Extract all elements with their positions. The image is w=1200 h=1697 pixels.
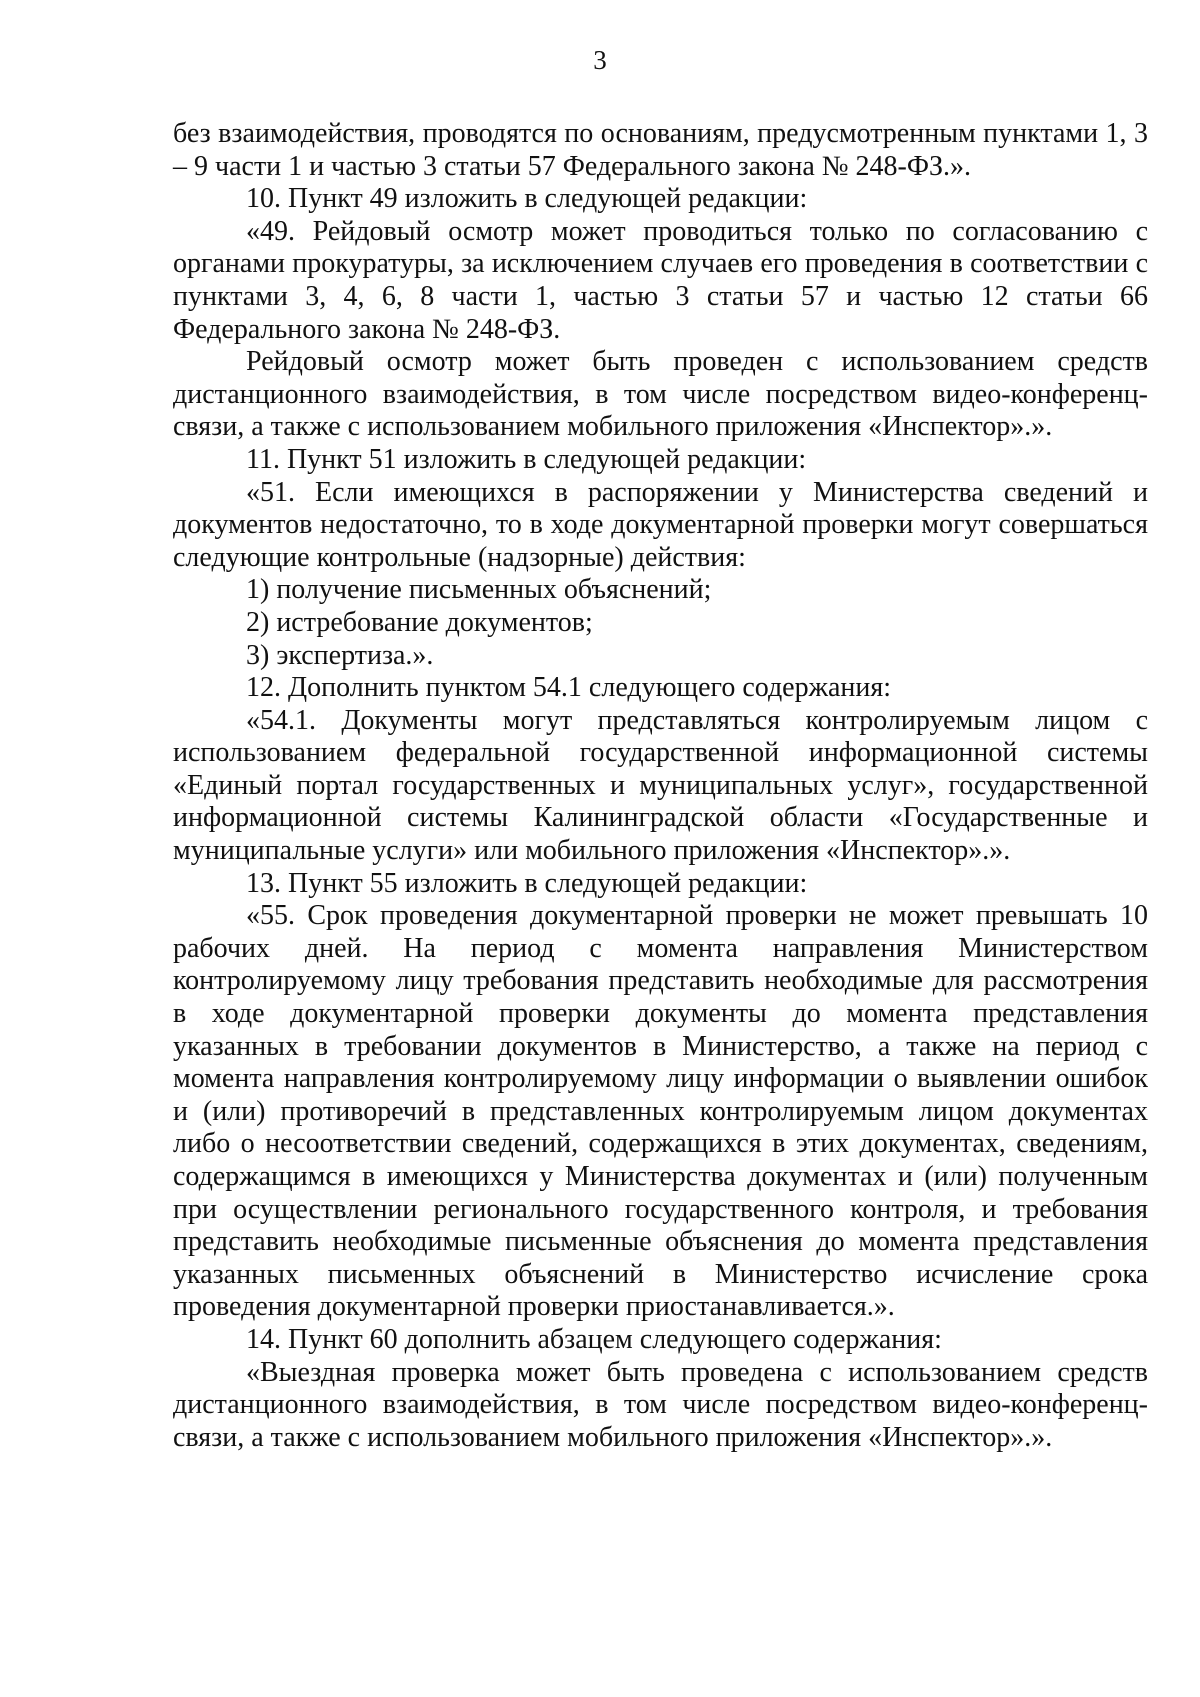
paragraph: 2) истребование документов; <box>246 606 593 638</box>
paragraph: «54.1. Документы могут представляться контролируемым лицом с использованием федеральной государственной информационной системы «Единый портал государственных и муниципальных услуг», государственной информационной системы Калининградской области «Государственные и муниципальные услуги» или мобильного приложения «Инспектор».». <box>173 704 1148 867</box>
paragraph: 11. Пункт 51 изложить в следующей редакции: <box>246 443 807 475</box>
paragraph: 3) экспертиза.». <box>246 639 434 671</box>
paragraph: 1) получение письменных объяснений; <box>246 574 712 606</box>
paragraph: 13. Пункт 55 изложить в следующей редакции: <box>246 867 808 899</box>
paragraph: «49. Рейдовый осмотр может проводиться только по согласованию с органами прокуратуры, за исключением случаев его проведения в соответствии с пунктами 3, 4, 6, 8 части 1, частью 3 статьи 57 и частью 12 статьи 66 Федерального закона № 248-ФЗ. <box>173 215 1148 345</box>
paragraph: 12. Дополнить пунктом 54.1 следующего содержания: <box>246 672 892 704</box>
page-number: 3 <box>593 45 607 75</box>
paragraph: 10. Пункт 49 изложить в следующей редакции: <box>246 183 808 215</box>
paragraph: «55. Срок проведения документарной проверки не может превышать 10 рабочих дней. На период с момента направления Министерством контролируемому лицу требования представить необходимые для рассмотрения в ходе документарной проверки документы до момента представления указанных в требовании документов в Министерство, а также на период с момента направления контролируемому лицу информации о выявлении ошибок и (или) противоречий в представленных контролируемым лицом документах либо о несоответствии сведений, содержащихся в этих документах, сведениям, содержащимся в имеющихся у Министерства документах и (или) полученным при осуществлении регионального государственного контроля, и требования представить необходимые письменные объяснения до момента представления указанных письменных объяснений в Министерство исчисление срока проведения документарной проверки приостанавливается.». <box>173 900 1148 1323</box>
paragraph: 14. Пункт 60 дополнить абзацем следующего содержания: <box>246 1323 942 1355</box>
paragraph: «51. Если имеющихся в распоряжении у Министерства сведений и документов недостаточно, то в ходе документарной проверки могут совершаться следующие контрольные (надзорные) действия: <box>173 476 1148 573</box>
document-body <box>173 118 1148 1454</box>
paragraph: «Выездная проверка может быть проведена с использованием средств дистанционного взаимодействия, в том числе посредством видео-конференц-связи, а также с использованием мобильного приложения «Инспектор».». <box>173 1356 1148 1453</box>
paragraph: без взаимодействия, проводятся по основаниям, предусмотренным пунктами 1, 3 – 9 части 1 и частью 3 статьи 57 Федерального закона № 248-ФЗ.». <box>173 118 1148 182</box>
paragraph: Рейдовый осмотр может быть проведен с использованием средств дистанционного взаимодействия, в том числе посредством видео-конференц-связи, а также с использованием мобильного приложения «Инспектор».». <box>173 346 1148 443</box>
